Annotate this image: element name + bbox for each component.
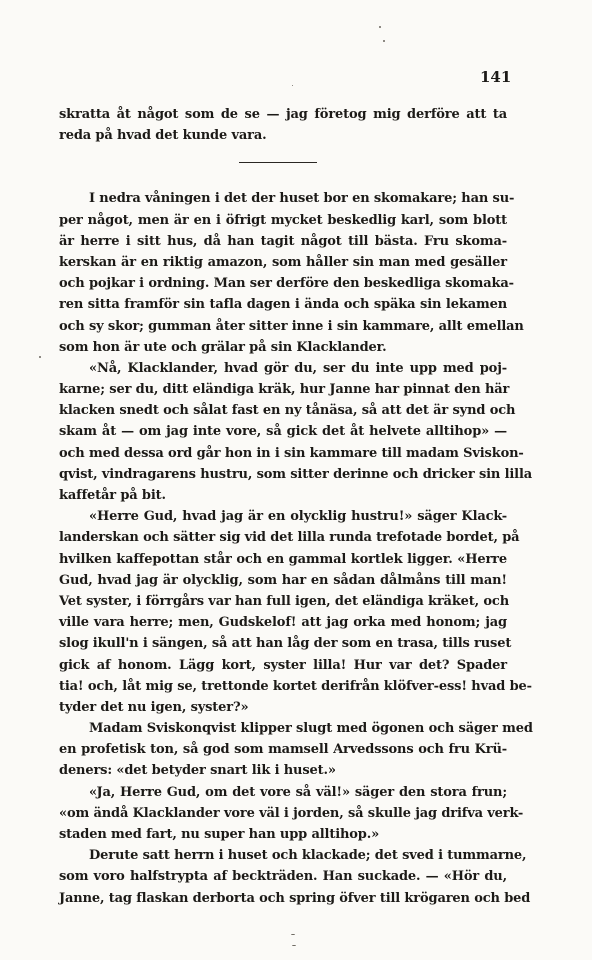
- text-line: klacken snedt och sålat fast en ny tånäsa, så att det är synd och: [59, 403, 516, 419]
- text-line: kerskan är en riktig amazon, som håller sin man med gesäller: [59, 254, 507, 270]
- text-line: staden med fart, nu super han upp alltihop.»: [59, 827, 380, 842]
- text-line: per något, men är en i öfrigt mycket beskedlig karl, som blott: [59, 212, 507, 228]
- section-divider-spacer: [59, 146, 507, 188]
- scan-speck: [379, 26, 381, 28]
- text-line: tia! och, låt mig se, trettonde kortet derifrån klöfver-ess! hvad be-: [59, 678, 532, 694]
- scan-speck: [383, 40, 385, 42]
- text-line: som voro halfstrypta af beckträden. Han suckade. — «Hör du,: [59, 869, 507, 885]
- scan-speck: [292, 945, 296, 946]
- text-line: skratta åt något som de se — jag företog mig derföre att ta: [59, 107, 507, 122]
- text-line: «Ja, Herre Gud, om det vore så väl!» säger den stora frun;: [89, 784, 507, 800]
- text-line: qvist, vindragarens hustru, som sitter derinne och dricker sin lilla: [59, 466, 533, 482]
- text-line: gick af honom. Lägg kort, syster lilla! Hur var det? Spader: [59, 657, 507, 673]
- text-line: «Herre Gud, hvad jag är en olycklig hustru!» säger Klack-: [89, 509, 507, 525]
- text-line: hvilken kaffepottan står och en gammal kortlek ligger. «Herre: [59, 551, 507, 567]
- text-line: är herre i sitt hus, då han tagit något till bästa. Fru skoma-: [59, 233, 507, 249]
- scan-speck: [291, 934, 295, 935]
- text-line: Vet syster, i förrgårs var han full igen, det eländiga kräket, och: [59, 593, 510, 609]
- page-number: 141: [480, 68, 512, 86]
- text-line: reda på hvad det kunde vara.: [59, 128, 267, 144]
- text-line: ville vara herre; men, Gudskelof! att jag orka med honom; jag: [59, 615, 507, 631]
- text-line: en profetisk ton, så god som mamsell Arvedssons och fru Krü-: [59, 742, 507, 758]
- text-line: deners: «det betyder snart lik i huset.»: [59, 763, 336, 779]
- text-line: tyder det nu igen, syster?»: [59, 699, 249, 715]
- text-line: och med dessa ord går hon in i sin kammare till madam Sviskon-: [59, 445, 524, 461]
- section-divider: [239, 162, 317, 163]
- text-line: Madam Sviskonqvist klipper slugt med ögonen och säger med: [89, 721, 533, 737]
- text-line: «om ändå Klacklander vore väl i jorden, så skulle jag drifva verk-: [59, 805, 524, 821]
- text-line: Derute satt herrn i huset och klackade; det sved i tummarne,: [89, 848, 527, 864]
- text-line: och sy skor; gumman åter sitter inne i sin kammare, allt emellan: [59, 318, 524, 334]
- text-line: och pojkar i ordning. Man ser derföre den beskedliga skomaka-: [59, 276, 514, 292]
- scan-speck: [39, 356, 41, 358]
- text-line: Janne, tag flaskan derborta och spring öfver till krögaren och bed: [59, 890, 531, 906]
- text-line: skam åt — om jag inte vore, så gick det åt helvete alltihop» —: [59, 424, 507, 440]
- text-line: landerskan och sätter sig vid det lilla runda trefotade bordet, på: [59, 530, 520, 546]
- scan-speck: [292, 85, 293, 86]
- text-line: Gud, hvad jag är olycklig, som har en sådan dålmåns till man!: [59, 572, 507, 588]
- text-line: I nedra våningen i det der huset bor en skomakare; han su-: [89, 191, 515, 207]
- text-line: kaffetår på bit.: [59, 488, 166, 503]
- body-text: [59, 104, 533, 909]
- text-line: ren sitta framför sin tafla dagen i ända och späka sin lekamen: [59, 297, 507, 313]
- text-line: karne; ser du, ditt eländiga kräk, hur Janne har pinnat den här: [59, 382, 510, 398]
- text-line: slog ikull'n i sängen, så att han låg der som en trasa, tills ruset: [59, 636, 512, 652]
- text-line: som hon är ute och grälar på sin Klacklander.: [59, 339, 387, 355]
- text-line: «Nå, Klacklander, hvad gör du, ser du inte upp med poj-: [89, 360, 507, 376]
